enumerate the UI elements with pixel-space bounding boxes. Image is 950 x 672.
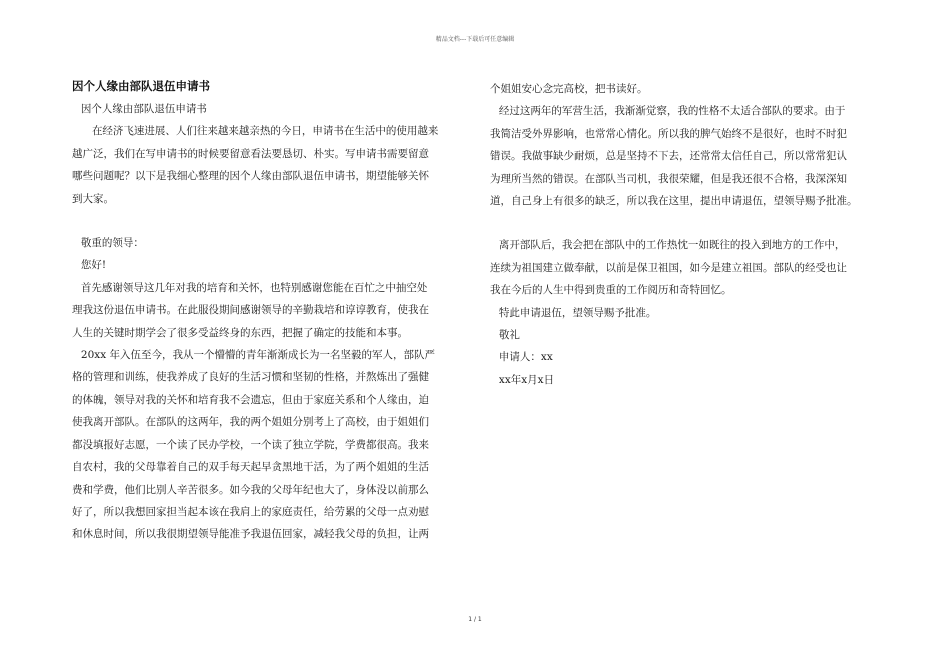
page-number: 1 / 1 — [468, 616, 482, 623]
body-line: 经过这两年的军营生活，我渐渐觉察，我的性格不太适合部队的要求。由于 — [498, 105, 846, 118]
body-line: 都没填报好志愿，一个读了民办学校，一个读了独立学院，学费都很高。我来 — [72, 438, 429, 451]
intro-line: 在经济飞速进展、人们往来越来越亲热的今日，申请书在生活中的使用越来 — [91, 125, 439, 138]
body-line: 道，自己身上有很多的缺乏，所以我在这里，提出申请退伍，望领导赐予批准。 — [490, 195, 858, 208]
body-line: 的体魄，领导对我的关怀和培育我不会遗忘，但由于家庭关系和个人缘由，迫 — [72, 393, 429, 406]
body-line: 和休息时间，所以我很期望领导能准予我退伍回家，减轻我父母的负担，让两 — [72, 528, 429, 541]
body-line: 我简洁受外界影响，也常常心情化。所以我的脾气始终不是很好，也时不时犯 — [490, 127, 847, 140]
body-line: 离开部队后，我会把在部队中的工作热忱一如既往的投入到地方的工作中， — [498, 239, 846, 252]
body-line: 我在今后的人生中得到贵重的工作阅历和奇特回忆。 — [490, 284, 732, 297]
body-line: 好了，所以我想回家担当起本该在我肩上的家庭责任，给劳累的父母一点劝慰 — [72, 505, 429, 518]
document-header-note: 精品文档---下载后可任意编辑 — [435, 36, 515, 43]
body-line: 格的管理和训练，使我养成了良好的生活习惯和坚韧的性格，并熬炼出了强健 — [72, 371, 429, 384]
document-title: 因个人缘由部队退伍申请书 — [72, 79, 210, 93]
request-statement: 特此申请退伍，望领导赐予批准。 — [498, 306, 657, 319]
body-paragraph-3 — [490, 100, 880, 212]
document-subtitle: 因个人缘由部队退伍申请书 — [80, 103, 207, 115]
blank-line — [72, 210, 464, 232]
intro-line: 越广泛，我们在写申请书的时候要留意看法要恳切、朴实。写申请书需要留意 — [72, 147, 429, 160]
intro-paragraph — [72, 120, 464, 210]
body-line: 错误。我做事缺少耐烦，总是坚持不下去，还常常太信任自己，所以常常犯认 — [490, 150, 847, 163]
body-line: 为理所当然的错误。在部队当司机，我很荣耀，但是我还很不合格，我深深知 — [490, 172, 847, 185]
salutation: 敬重的领导： — [80, 237, 144, 250]
applicant: 申请人：xx — [498, 351, 553, 364]
body-line: 20xx 年入伍至今，我从一个懵懵的青年渐渐成长为一名坚毅的军人，部队严 — [80, 349, 435, 362]
right-column — [490, 78, 880, 391]
intro-line: 哪些问题呢？以下是我细心整理的因个人缘由部队退伍申请书，期望能够关怀 — [72, 170, 429, 183]
body-line: 连续为祖国建立做奉献，以前是保卫祖国，如今是建立祖国。部队的经受也让 — [490, 261, 847, 274]
body-paragraph-2 — [72, 344, 464, 546]
body-line: 使我离开部队。在部队的这两年，我的两个姐姐分别考上了高校，由于姐姐们 — [72, 416, 429, 429]
continued-line: 个姐姐安心念完高校，把书读好。 — [490, 83, 648, 95]
body-line: 首先感谢领导这几年对我的培育和关怀，也特别感谢您能在百忙之中抽空处 — [80, 281, 428, 294]
date: xx年x月x日 — [498, 373, 555, 386]
greeting: 您好! — [80, 259, 107, 272]
body-line: 费和学费，他们比别人辛苦很多。如今我的父母年纪也大了，身体没以前那么 — [72, 483, 429, 496]
body-line: 人生的关键时期学会了很多受益终身的东西，把握了确定的技能和本事。 — [72, 326, 408, 339]
body-line: 理我这份退伍申请书。在此服役期间感谢领导的辛勤栽培和谆谆教育，使我在 — [72, 304, 429, 317]
body-line: 自农村，我的父母靠着自己的双手每天起早贪黑地干活，为了两个姐姐的生活 — [72, 461, 429, 474]
body-paragraph-4 — [490, 234, 880, 301]
blank-line — [490, 212, 880, 234]
closing: 敬礼 — [498, 329, 520, 342]
intro-line: 到大家。 — [72, 192, 114, 205]
left-column — [72, 78, 464, 546]
body-paragraph-1 — [72, 277, 464, 344]
